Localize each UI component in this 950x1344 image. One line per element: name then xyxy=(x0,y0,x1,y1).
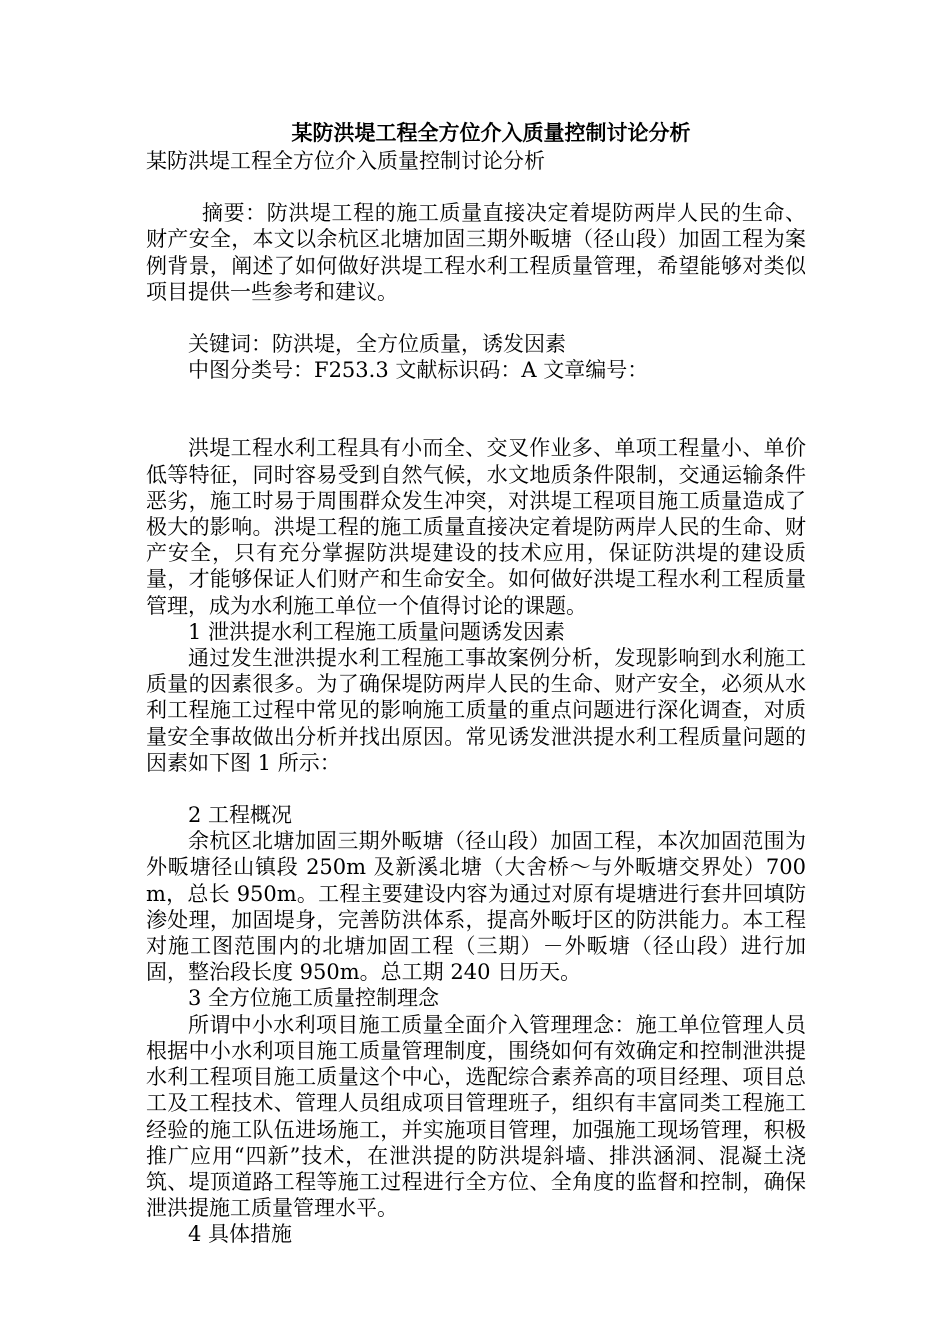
spacer xyxy=(146,174,806,200)
section-2-heading: 2 工程概况 xyxy=(188,803,293,828)
section-1-body: 通过发生泄洪提水利工程施工事故案例分析，发现影响到水利施工质量的因素很多。为了确保堤防两岸人民的生命、财产安全，必须从水利工程施工过程中常见的影响施工质量的重点问题进行深化调查，对质量安全事故做出分析并找出原因。常见诱发泄洪提水利工程质量问题的因素如下图 1 所示： xyxy=(146,646,806,775)
spacer xyxy=(146,305,806,331)
document-title: 某防洪堤工程全方位介入质量控制讨论分析 xyxy=(291,120,691,145)
keywords-line: 关键词：防洪堤，全方位质量，诱发因素 xyxy=(188,332,566,357)
classification-line: 中图分类号：F253.3 文献标识码：A 文章编号： xyxy=(188,358,649,383)
section-2-body: 余杭区北塘加固三期外畈塘（径山段）加固工程，本次加固范围为外畈塘径山镇段 250m 及新溪北塘（大舍桥～与外畈塘交界处）700m，总长 950m。工程主要建设内容为通过对原有堤塘进行套井回填防渗处理，加固堤身，完善防洪体系，提高外畈圩区的防洪能力。本工程对施工图范围内的北塘加固工程（三期）－外畈塘（径山段）进行加固，整治段长度 950m。总工期 240 日历天。 xyxy=(146,829,806,985)
spacer xyxy=(146,383,806,435)
intro-paragraph: 洪堤工程水利工程具有小而全、交叉作业多、单项工程量小、单价低等特征，同时容易受到自然气候，水文地质条件限制，交通运输条件恶劣，施工时易于周围群众发生冲突，对洪堤工程项目施工质量造成了极大的影响。洪堤工程的施工质量直接决定着堤防两岸人民的生命、财产安全，只有充分掌握防洪堤建设的技术应用，保证防洪堤的建设质量，才能够保证人们财产和生命安全。如何做好洪堤工程水利工程质量管理，成为水利施工单位一个值得讨论的课题。 xyxy=(146,436,806,618)
document-subtitle: 某防洪堤工程全方位介入质量控制讨论分析 xyxy=(146,149,545,173)
section-1-heading: 1 泄洪提水利工程施工质量问题诱发因素 xyxy=(188,619,566,644)
section-3-body: 所谓中小水利项目施工质量全面介入管理理念：施工单位管理人员根据中小水利项目施工质量管理制度，围绕如何有效确定和控制泄洪提水利工程项目施工质量这个中心，选配综合素养高的项目经理、项目总工及工程技术、管理人员组成项目管理班子，组织有丰富同类工程施工经验的施工队伍进场施工，并实施项目管理，加强施工现场管理，积极推广应用“四新”技术，在泄洪提的防洪堤斜墙、排洪涵洞、混凝土浇筑、堤顶道路工程等施工过程进行全方位、全角度的监督和控制，确保泄洪提施工质量管理水平。 xyxy=(146,1012,806,1221)
spacer xyxy=(146,776,806,802)
document-page xyxy=(146,118,806,1248)
section-4-heading: 4 具体措施 xyxy=(188,1222,293,1247)
section-3-heading: 3 全方位施工质量控制理念 xyxy=(188,986,440,1011)
abstract-paragraph: 摘要：防洪堤工程的施工质量直接决定着堤防两岸人民的生命、财产安全，本文以余杭区北塘加固三期外畈塘（径山段）加固工程为案例背景，阐述了如何做好洪堤工程水利工程质量管理，希望能够对类似项目提供一些参考和建议。 xyxy=(146,201,806,304)
